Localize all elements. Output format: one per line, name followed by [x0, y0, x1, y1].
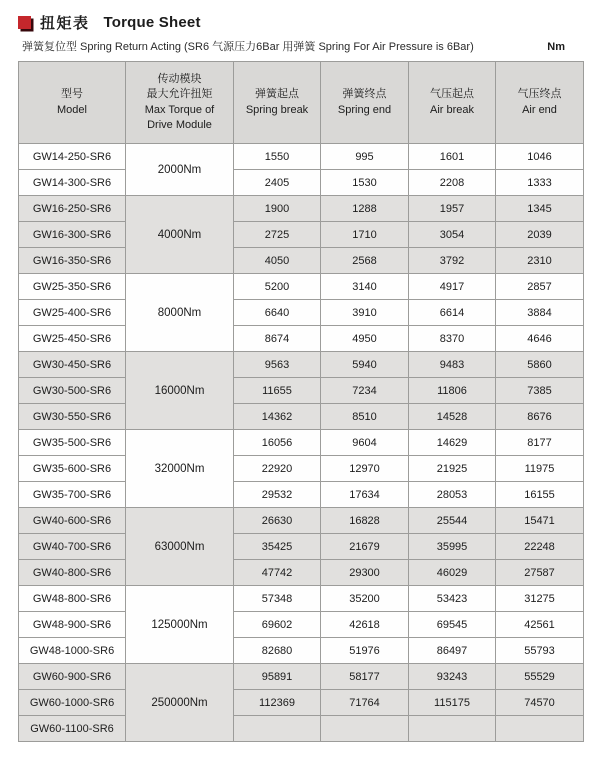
table-row [19, 508, 584, 534]
spring-break-cell: 35425 [234, 534, 321, 560]
spring-end-cell: 29300 [321, 560, 409, 586]
spring-break-cell [234, 716, 321, 742]
col-header-line: 弹簧终点 [342, 88, 387, 101]
col-header-air-break [409, 62, 496, 144]
table-row [19, 326, 584, 352]
model-cell: GW48-900-SR6 [19, 612, 126, 638]
col-header-max-torque [126, 62, 234, 144]
air-end-cell: 1333 [496, 170, 584, 196]
spring-end-cell: 16828 [321, 508, 409, 534]
col-header-line: Spring end [337, 103, 392, 116]
torque-table [18, 61, 584, 742]
col-header-line: Spring break [245, 103, 309, 116]
air-break-cell: 8370 [409, 326, 496, 352]
page-title-zh: 扭矩表 [40, 14, 90, 32]
table-row [19, 222, 584, 248]
air-end-cell: 7385 [496, 378, 584, 404]
air-end-cell: 22248 [496, 534, 584, 560]
air-break-cell: 1957 [409, 196, 496, 222]
model-cell: GW25-400-SR6 [19, 300, 126, 326]
model-cell: GW60-1000-SR6 [19, 690, 126, 716]
spring-end-cell: 35200 [321, 586, 409, 612]
table-row [19, 196, 584, 222]
model-cell: GW16-250-SR6 [19, 196, 126, 222]
table-row [19, 274, 584, 300]
model-cell: GW60-1100-SR6 [19, 716, 126, 742]
air-end-cell: 1046 [496, 144, 584, 170]
model-cell: GW16-300-SR6 [19, 222, 126, 248]
spring-end-cell: 9604 [321, 430, 409, 456]
spring-end-cell: 71764 [321, 690, 409, 716]
spring-end-cell: 17634 [321, 482, 409, 508]
model-cell: GW60-900-SR6 [19, 664, 126, 690]
air-end-cell: 2857 [496, 274, 584, 300]
col-header-line: Model [57, 103, 87, 116]
spring-break-cell: 11655 [234, 378, 321, 404]
table-body [19, 144, 584, 742]
spring-end-cell: 7234 [321, 378, 409, 404]
air-end-cell: 11975 [496, 456, 584, 482]
model-cell: GW48-800-SR6 [19, 586, 126, 612]
air-end-cell: 8177 [496, 430, 584, 456]
air-break-cell: 46029 [409, 560, 496, 586]
air-end-cell: 27587 [496, 560, 584, 586]
spring-break-cell: 14362 [234, 404, 321, 430]
torque-cell: 125000Nm [126, 586, 234, 664]
air-end-cell: 55529 [496, 664, 584, 690]
air-end-cell: 5860 [496, 352, 584, 378]
air-break-cell: 9483 [409, 352, 496, 378]
torque-cell: 63000Nm [126, 508, 234, 586]
page-title [18, 12, 583, 32]
table-row [19, 456, 584, 482]
model-cell: GW25-350-SR6 [19, 274, 126, 300]
torque-cell: 250000Nm [126, 664, 234, 742]
air-break-cell: 86497 [409, 638, 496, 664]
air-end-cell: 55793 [496, 638, 584, 664]
air-end-cell: 31275 [496, 586, 584, 612]
spring-break-cell: 9563 [234, 352, 321, 378]
spring-end-cell: 3140 [321, 274, 409, 300]
torque-cell: 32000Nm [126, 430, 234, 508]
model-cell: GW48-1000-SR6 [19, 638, 126, 664]
model-cell: GW25-450-SR6 [19, 326, 126, 352]
red-square-bullet-icon [18, 16, 31, 29]
spring-break-cell: 4050 [234, 248, 321, 274]
air-end-cell: 8676 [496, 404, 584, 430]
air-end-cell: 15471 [496, 508, 584, 534]
spring-end-cell: 2568 [321, 248, 409, 274]
air-break-cell: 115175 [409, 690, 496, 716]
table-row [19, 248, 584, 274]
air-break-cell: 11806 [409, 378, 496, 404]
table-row [19, 690, 584, 716]
table-row [19, 430, 584, 456]
table-row [19, 560, 584, 586]
torque-cell: 8000Nm [126, 274, 234, 352]
table-row [19, 638, 584, 664]
model-cell: GW40-800-SR6 [19, 560, 126, 586]
spring-break-cell: 8674 [234, 326, 321, 352]
page-subtitle: 弹簧复位型 Spring Return Acting (SR6 气源压力6Bar 用弹簧 Spring For Air Pressure is 6Bar) [22, 41, 474, 53]
torque-cell: 16000Nm [126, 352, 234, 430]
table-row [19, 300, 584, 326]
torque-cell: 4000Nm [126, 196, 234, 274]
spring-end-cell: 42618 [321, 612, 409, 638]
spring-break-cell: 47742 [234, 560, 321, 586]
col-header-spring-end [321, 62, 409, 144]
table-row [19, 612, 584, 638]
model-cell: GW30-500-SR6 [19, 378, 126, 404]
spring-break-cell: 95891 [234, 664, 321, 690]
spring-break-cell: 16056 [234, 430, 321, 456]
spring-break-cell: 1550 [234, 144, 321, 170]
col-header-model [19, 62, 126, 144]
col-header-spring-break [234, 62, 321, 144]
spring-end-cell: 8510 [321, 404, 409, 430]
spring-end-cell: 58177 [321, 664, 409, 690]
spring-end-cell: 3910 [321, 300, 409, 326]
torque-cell: 2000Nm [126, 144, 234, 196]
air-break-cell: 1601 [409, 144, 496, 170]
air-break-cell [409, 716, 496, 742]
spring-end-cell: 21679 [321, 534, 409, 560]
subtitle-row [22, 38, 565, 54]
air-break-cell: 53423 [409, 586, 496, 612]
air-end-cell: 42561 [496, 612, 584, 638]
col-header-line: 气压终点 [517, 88, 562, 101]
col-header-line: 弹簧起点 [255, 88, 299, 101]
spring-end-cell: 51976 [321, 638, 409, 664]
col-header-line: 传动模块 [157, 72, 202, 85]
header-row [19, 62, 584, 144]
model-cell: GW30-550-SR6 [19, 404, 126, 430]
spring-end-cell: 995 [321, 144, 409, 170]
spring-break-cell: 2725 [234, 222, 321, 248]
spring-end-cell: 4950 [321, 326, 409, 352]
spring-end-cell: 5940 [321, 352, 409, 378]
air-break-cell: 14629 [409, 430, 496, 456]
spring-break-cell: 5200 [234, 274, 321, 300]
spring-break-cell: 6640 [234, 300, 321, 326]
air-break-cell: 14528 [409, 404, 496, 430]
air-break-cell: 28053 [409, 482, 496, 508]
col-header-line: Air break [429, 103, 475, 116]
model-cell: GW14-250-SR6 [19, 144, 126, 170]
spring-break-cell: 69602 [234, 612, 321, 638]
air-end-cell: 1345 [496, 196, 584, 222]
col-header-line: 气压起点 [430, 88, 474, 101]
table-row [19, 378, 584, 404]
col-header-air-end [496, 62, 584, 144]
table-row [19, 586, 584, 612]
col-header-line: Drive Module [147, 118, 212, 131]
spring-break-cell: 1900 [234, 196, 321, 222]
table-row [19, 170, 584, 196]
table-row [19, 352, 584, 378]
model-cell: GW40-600-SR6 [19, 508, 126, 534]
col-header-line: 最大允许扭矩 [146, 88, 213, 101]
table-row [19, 482, 584, 508]
model-cell: GW35-600-SR6 [19, 456, 126, 482]
spring-break-cell: 22920 [234, 456, 321, 482]
air-break-cell: 25544 [409, 508, 496, 534]
air-break-cell: 3792 [409, 248, 496, 274]
model-cell: GW16-350-SR6 [19, 248, 126, 274]
air-end-cell: 2310 [496, 248, 584, 274]
spring-break-cell: 26630 [234, 508, 321, 534]
col-header-line: Air end [522, 103, 557, 116]
air-end-cell: 3884 [496, 300, 584, 326]
model-cell: GW30-450-SR6 [19, 352, 126, 378]
spring-end-cell [321, 716, 409, 742]
air-end-cell: 74570 [496, 690, 584, 716]
air-break-cell: 6614 [409, 300, 496, 326]
air-break-cell: 35995 [409, 534, 496, 560]
col-header-line: 型号 [61, 88, 83, 101]
model-cell: GW35-700-SR6 [19, 482, 126, 508]
table-row [19, 664, 584, 690]
spring-break-cell: 57348 [234, 586, 321, 612]
table-row [19, 144, 584, 170]
spring-end-cell: 1530 [321, 170, 409, 196]
col-header-line: Max Torque of [144, 103, 215, 116]
table-header [19, 62, 584, 144]
air-end-cell: 16155 [496, 482, 584, 508]
air-break-cell: 3054 [409, 222, 496, 248]
model-cell: GW14-300-SR6 [19, 170, 126, 196]
air-end-cell: 4646 [496, 326, 584, 352]
air-break-cell: 69545 [409, 612, 496, 638]
page-title-en: Torque Sheet [103, 13, 201, 31]
spring-break-cell: 2405 [234, 170, 321, 196]
table-row [19, 534, 584, 560]
air-break-cell: 93243 [409, 664, 496, 690]
table-row [19, 404, 584, 430]
model-cell: GW35-500-SR6 [19, 430, 126, 456]
spring-end-cell: 1710 [321, 222, 409, 248]
air-break-cell: 2208 [409, 170, 496, 196]
air-end-cell: 2039 [496, 222, 584, 248]
table-row [19, 716, 584, 742]
spring-end-cell: 1288 [321, 196, 409, 222]
unit-label: Nm [547, 41, 565, 53]
spring-break-cell: 112369 [234, 690, 321, 716]
model-cell: GW40-700-SR6 [19, 534, 126, 560]
spring-end-cell: 12970 [321, 456, 409, 482]
air-break-cell: 21925 [409, 456, 496, 482]
spring-break-cell: 29532 [234, 482, 321, 508]
air-break-cell: 4917 [409, 274, 496, 300]
spring-break-cell: 82680 [234, 638, 321, 664]
air-end-cell [496, 716, 584, 742]
